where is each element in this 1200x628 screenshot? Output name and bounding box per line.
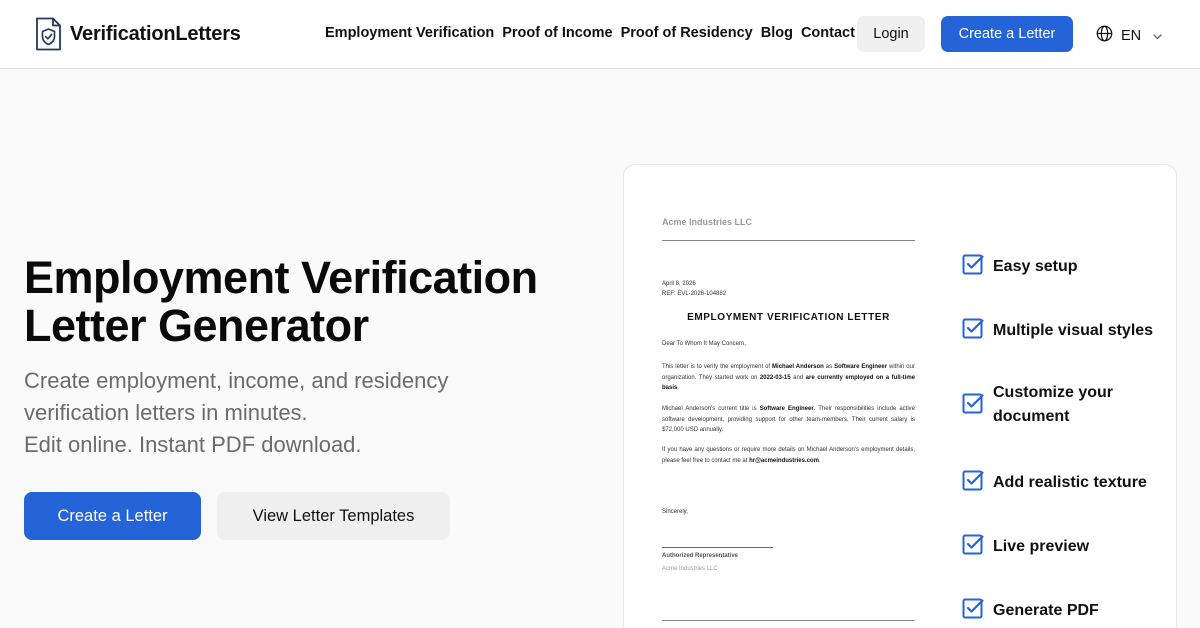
letter-heading: EMPLOYMENT VERIFICATION LETTER [687, 312, 890, 323]
letter-greeting: Dear To Whom It May Concern, [662, 341, 746, 347]
checkbox-checked-icon [962, 253, 984, 280]
nav-link-contact[interactable]: Contact [800, 25, 855, 41]
checkbox-checked-icon [962, 317, 984, 344]
signer-title: Authorized Representative [662, 553, 739, 559]
login-button[interactable]: Login [857, 16, 925, 52]
main-nav [325, 25, 863, 41]
logo[interactable] [34, 17, 241, 51]
feature-item-visual-styles [962, 317, 1168, 344]
feature-item-texture [962, 469, 1168, 496]
nav-link-blog[interactable]: Blog [760, 25, 793, 41]
letter-divider [662, 240, 915, 241]
feature-label: Customize your document [993, 384, 1114, 425]
letter-paragraph: If you have any questions or require more details on Michael Anderson's employment details, please feel free to contact me at hr@acmeindustries.com. [662, 447, 915, 464]
hero-title-line: Employment Verification [24, 252, 538, 303]
feature-label: Generate PDF [993, 601, 1099, 619]
letter-closing: Sincerely, [662, 509, 688, 515]
checkbox-checked-icon [962, 469, 984, 496]
top-navigation-bar [0, 0, 1200, 69]
view-templates-button[interactable]: View Letter Templates [217, 492, 450, 540]
letter-footer-divider [662, 620, 915, 621]
chevron-down-icon [1153, 27, 1162, 45]
feature-label: Multiple visual styles [993, 321, 1154, 339]
hero-subtitle-line: Edit online. Instant PDF download. [24, 432, 362, 457]
letter-reference: REF: EVL-2026-104882 [662, 291, 727, 297]
feature-item-easy-setup [962, 253, 1168, 280]
language-code: EN [1121, 28, 1142, 44]
checkbox-checked-icon [962, 392, 984, 419]
feature-item-customize [962, 381, 1123, 429]
checkbox-checked-icon [962, 533, 984, 560]
create-letter-header-button[interactable]: Create a Letter [941, 16, 1073, 52]
letter-preview-card [623, 164, 1177, 628]
hero-title [24, 254, 604, 350]
shield-document-icon [34, 17, 62, 51]
signer-company: Acme Industries LLC [662, 566, 718, 572]
letter-date: April 8, 2026 [662, 281, 696, 287]
feature-item-live-preview [962, 533, 1168, 560]
globe-icon [1096, 25, 1113, 47]
create-letter-button[interactable]: Create a Letter [24, 492, 201, 540]
letter-paragraph: This letter is to verify the employment of Michael Anderson as Software Engineer within our organization. They started work on 2022-03-15 and are currently employed on a full-time basis. [662, 364, 915, 391]
language-selector[interactable] [1096, 25, 1162, 47]
feature-item-generate-pdf [962, 597, 1168, 624]
letter-company: Acme Industries LLC [662, 217, 753, 227]
nav-link-proof-of-income[interactable]: Proof of Income [502, 25, 613, 41]
checkbox-checked-icon [962, 597, 984, 624]
nav-link-proof-of-residency[interactable]: Proof of Residency [620, 25, 753, 41]
logo-text: VerificationLetters [70, 22, 241, 45]
hero-subtitle-line: Create employment, income, and residency [24, 368, 449, 393]
feature-label: Live preview [993, 537, 1090, 555]
signature-line [662, 547, 773, 548]
letter-paragraph: Michael Anderson's current title is Software Engineer. Their responsibilities include active software development, providing support for other team-members. Their current salary is $72,000 USD annually. [662, 406, 915, 433]
hero-subtitle [24, 365, 584, 461]
feature-label: Add realistic texture [993, 473, 1147, 491]
feature-label: Easy setup [993, 257, 1078, 275]
hero-title-line: Letter Generator [24, 300, 369, 351]
nav-link-employment-verification[interactable]: Employment Verification [325, 25, 495, 41]
hero-subtitle-line: verification letters in minutes. [24, 400, 308, 425]
